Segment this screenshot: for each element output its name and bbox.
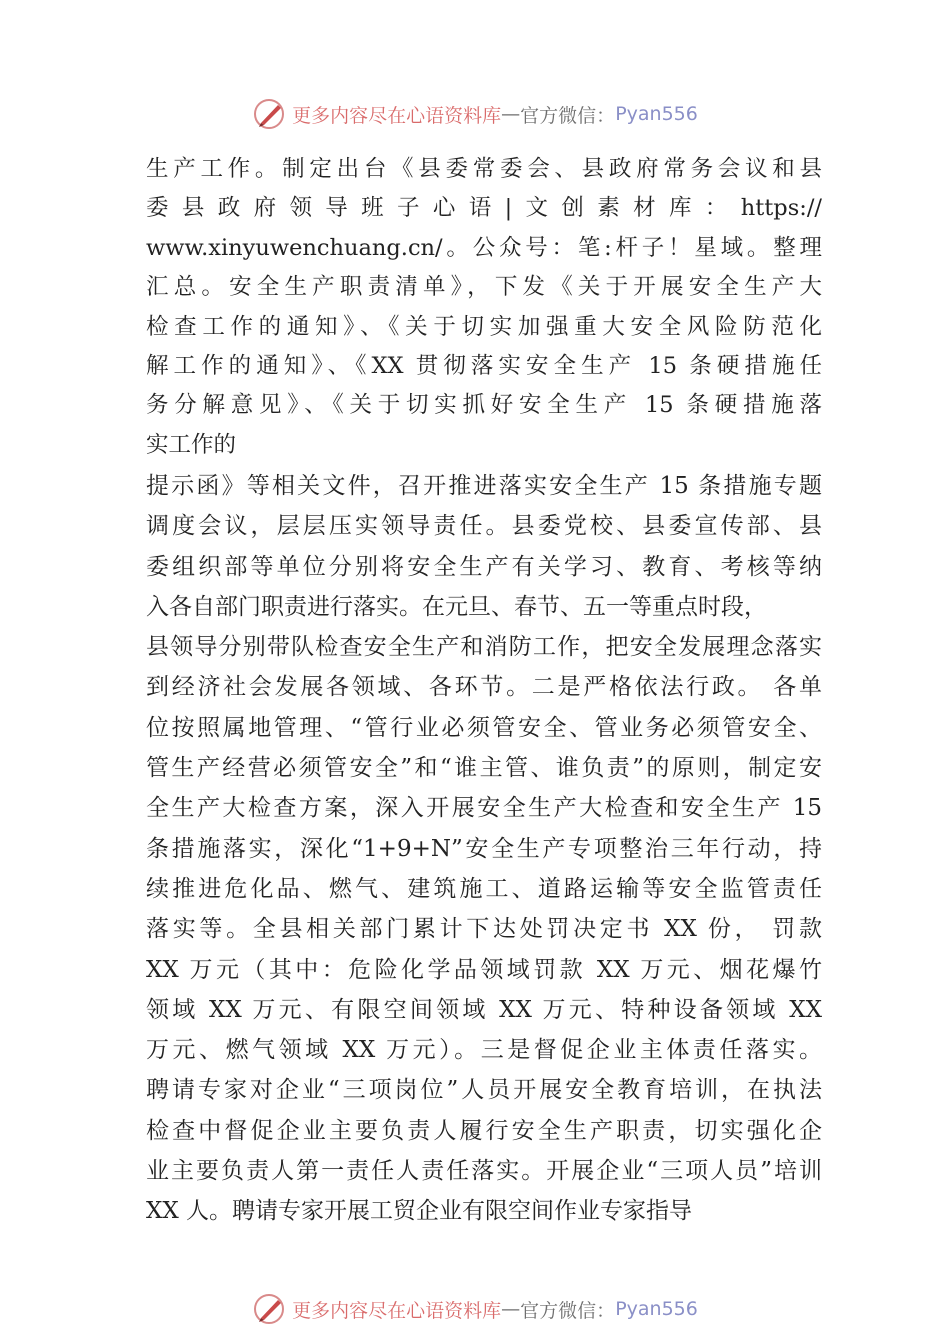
text-block-1 (146, 150, 822, 465)
watermark-wechat-label: 官方微信： (520, 1299, 616, 1322)
text-line: 实工作的 (146, 431, 237, 458)
text-line: 到经济社会发展各领域、各环节。二是严格依法行政。 各单 (146, 674, 822, 701)
text-line: 务分解意见》、《关于切实抓好安全生产 15 条硬措施落 (146, 392, 822, 419)
text-line: 条措施落实，深化“1+9+N”安全生产专项整治三年行动，持 (146, 835, 822, 862)
text-line: 汇总。安全生产职责清单》，下发《关于开展安全生产大 (146, 274, 822, 301)
watermark-wechat-id: Pyan556 (615, 103, 698, 125)
text-line: 调度会议，层层压实领导责任。县委党校、县委宣传部、县 (146, 513, 822, 540)
text-line: 委组织部等单位分别将安全生产有关学习、教育、考核等纳 (146, 553, 822, 580)
watermark-dash: — (501, 1298, 521, 1320)
text-line: 全生产大检查方案，深入开展安全生产大检查和安全生产 15 (146, 795, 822, 822)
watermark-wechat-id: Pyan556 (615, 1298, 698, 1320)
watermark-brand: 更多内容尽在心语资料库 (292, 104, 502, 127)
text-line: 生产工作。制定出台《县委常委会、县政府常务会议和县 (146, 156, 822, 182)
page-header-watermark (0, 94, 950, 134)
pen-logo-icon (252, 96, 288, 132)
text-line: 提示函》等相关文件，召开推进落实安全生产 15 条措施专题 (146, 473, 822, 499)
text-line: 续推进危化品、燃气、建筑施工、道路运输等安全监管责任 (146, 875, 822, 902)
watermark-wechat-label: 官方微信： (520, 104, 616, 127)
text-line: 检查工作的通知》、《关于切实加强重大安全风险防范化 (146, 313, 822, 340)
page-footer-watermark (0, 1289, 950, 1329)
text-line: 位按照属地管理、“管行业必须管安全、管业务必须管安全、 (146, 714, 822, 741)
text-line: 县领导分别带队检查安全生产和消防工作，把安全发展理念落实 (146, 634, 822, 661)
text-line: 领域 XX 万元、有限空间领域 XX 万元、特种设备领域 XX (146, 996, 822, 1023)
text-line: XX 万元（其中：危险化学品领域罚款 XX 万元、烟花爆竹 (146, 956, 822, 983)
watermark-brand: 更多内容尽在心语资料库 (292, 1299, 502, 1322)
text-line: 业主要负责人第一责任人责任落实。开展企业“三项人员”培训 (146, 1158, 822, 1185)
text-line: 检查中督促企业主要负责人履行安全生产职责，切实强化企 (146, 1117, 822, 1144)
pen-logo-icon (252, 1291, 288, 1327)
text-line: 管生产经营必须管安全”和“谁主管、谁负责”的原则，制定安 (146, 755, 822, 782)
text-line: 入各自部门职责进行落实。在元旦、春节、五一等重点时段， (146, 593, 767, 620)
text-line: 落实等。全县相关部门累计下达处罚决定书 XX 份， 罚款 (146, 916, 822, 943)
text-line: 聘请专家对企业“三项岗位”人员开展安全教育培训，在执法 (146, 1077, 822, 1104)
text-line: XX 人。聘请专家开展工贸企业有限空间作业专家指导 (146, 1198, 693, 1225)
text-block-2 (146, 466, 822, 1232)
watermark-dash: — (501, 103, 521, 125)
text-line: 万元、燃气领域 XX 万元）。三是督促企业主体责任落实。 (146, 1037, 822, 1064)
text-line: www.xinyuwenchuang.cn/。公众号：笔:杆子！星域。整理 (146, 234, 822, 261)
text-line: 委县政府领导班子心语|文创素材库：https:// (146, 195, 822, 222)
text-line: 解工作的通知》、《XX 贯彻落实安全生产 15 条硬措施任 (146, 353, 822, 380)
